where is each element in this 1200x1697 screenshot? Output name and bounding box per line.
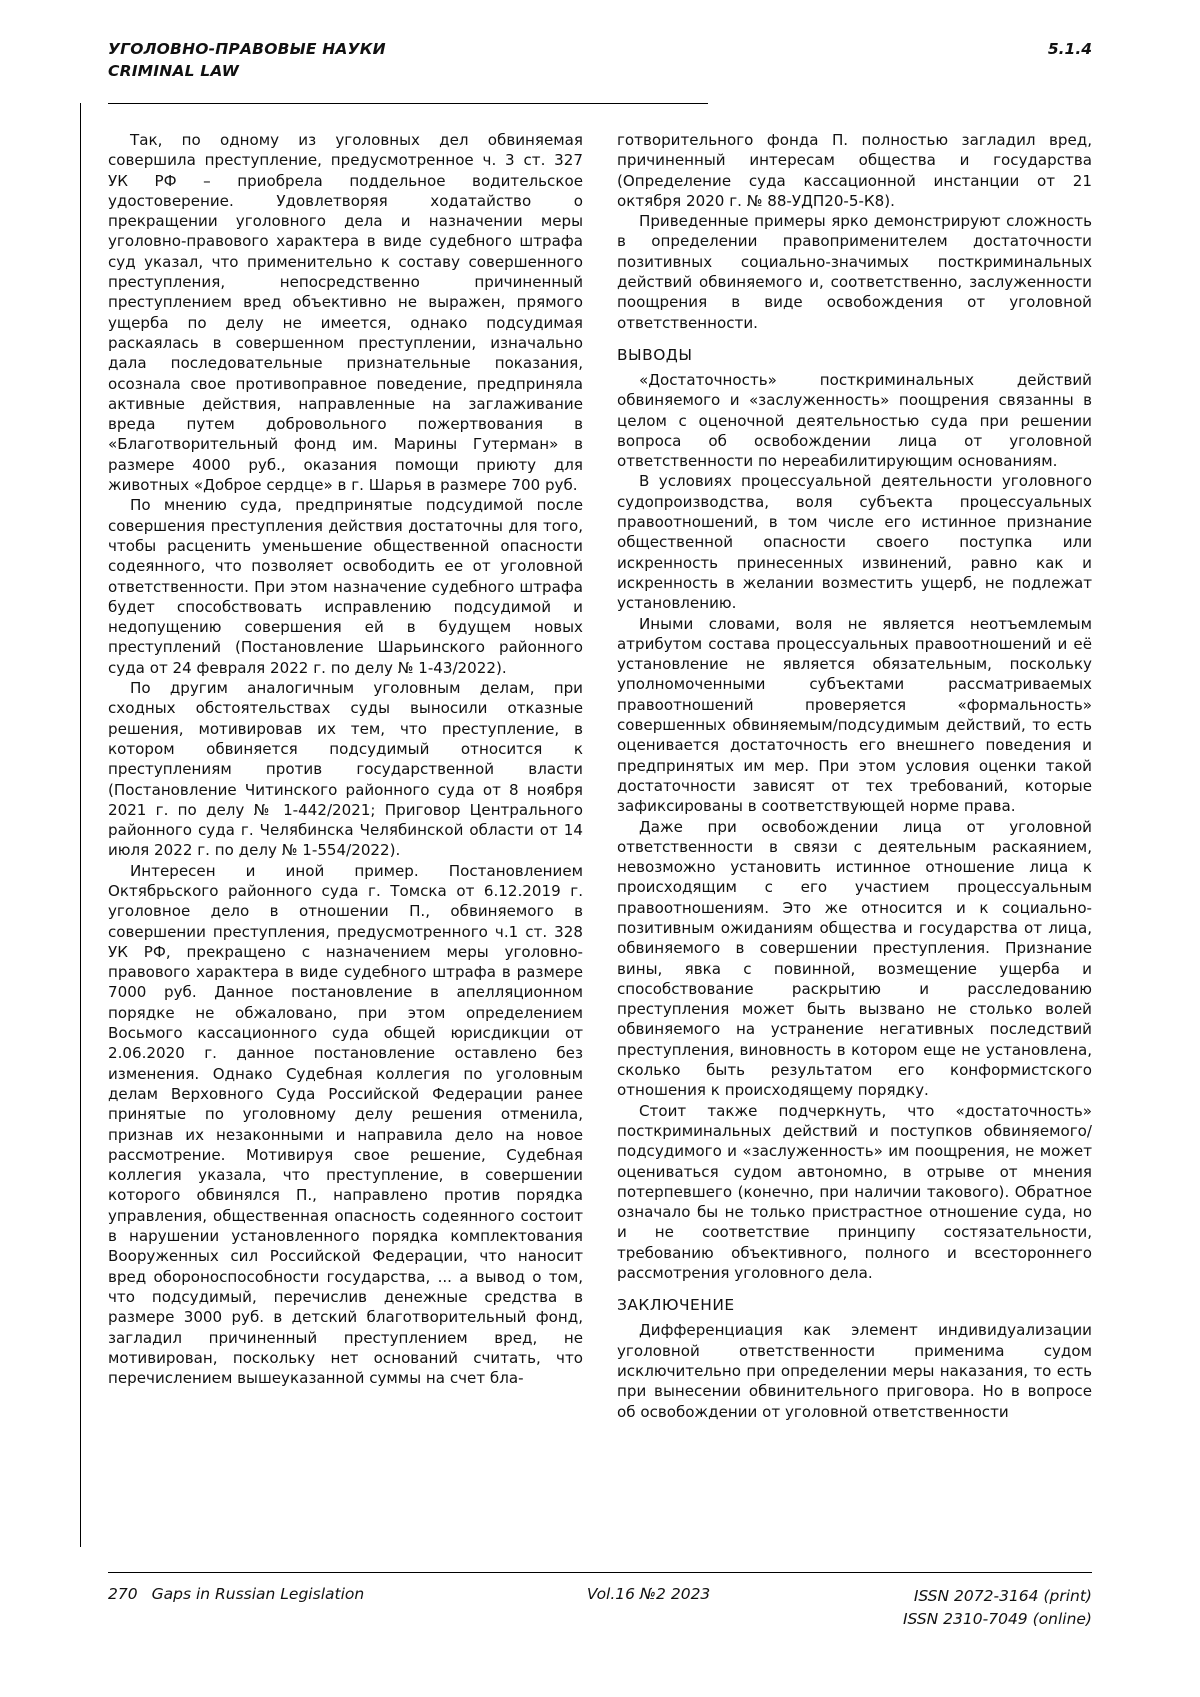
paragraph: В условиях процессуальной деятельности уголовного судопроизводства, воля субъекта процессуальных правоотношений, в том числе его истинное признание общественной опасности своего поступка или искренность принесенных извинений, равно как и искренность в желании возместить ущерб, не подлежат установлению. [617, 472, 1092, 613]
paragraph: Стоит также подчеркнуть, что «достаточность» посткриминальных действий и поступков обвиняемого/подсудимого и «заслуженность» им поощрения, не может оцениваться судом автономно, в отрыве от мнения потерпевшего (конечно, при наличии такового). Обратное означало бы не только пристрастное отношение суда, но и не соответствие принципу состязательности, требованию объективного, полного и всестороннего рассмотрения уголовного дела. [617, 1101, 1092, 1283]
paragraph: По мнению суда, предпринятые подсудимой после совершения преступления действия достаточны для того, чтобы расценить уменьшение общественной опасности содеянного, что позволяет освободить ее от уголовной ответственности. При этом назначение судебного штрафа будет способствовать исправлению подсудимой и недопущению совершения ей в будущем новых преступлений (Постановление Шарьинского районного суда от 24 февраля 2022 г. по делу № 1-43/2022). [108, 496, 583, 677]
header-divider [108, 103, 708, 104]
paragraph: «Достаточность» посткриминальных действий обвиняемого и «заслуженность» поощрения связанны в целом с оценочной деятельностью суда при решении вопроса об освобождении лица от уголовной ответственности по нереабилитирующим основаниям. [617, 370, 1092, 471]
footer-divider [108, 1572, 1092, 1573]
header-specialty-code: 5.1.4 [1047, 40, 1092, 58]
page-header [108, 38, 1092, 83]
left-margin-rule-top [80, 103, 81, 1347]
issn-block [903, 1585, 1092, 1632]
page-number: 270 [108, 1585, 138, 1603]
paragraph: Так, по одному из уголовных дел обвиняемая совершила преступление, предусмотренное ч. 3 ст. 327 УК РФ – приобрела поддельное водительское удостоверение. Удовлетворяя ходатайство о прекращении уголовного дела и назначении меры уголовно-правового характера в виде судебного штрафа суд указал, что применительно к составу совершенного преступления, непосредственно причиненный преступлением вред объективно не выражен, прямого ущерба по делу не имеется, однако подсудимая раскаялась в совершенном преступлении, изначально дала последовательные признательные показания, осознала свое противоправное поведение, предприняла активные действия, направленные на заглаживание вреда путем добровольного пожертвования в «Благотворительный фонд им. Марины Гутерман» в размере 4000 руб., оказания помощи приюту для животных «Доброе сердце» в г. Шарья в размере 700 руб. [108, 131, 583, 495]
paragraph: Дифференциация как элемент индивидуализации уголовной ответственности применима судом исключительно при определении меры наказания, то есть при вынесении обвинительного приговора. Но в вопросе об освобождении от уголовной ответственности [617, 1321, 1092, 1421]
paragraph: Приведенные примеры ярко демонстрируют сложность в определении правоприменителем достаточности позитивных социально-значимых посткриминальных действий обвиняемого и, соответственно, заслуженности поощрения в виде освобождения от уголовной ответственности. [617, 212, 1092, 332]
header-section-title-en: CRIMINAL LAW [108, 62, 240, 81]
left-column [108, 130, 583, 1422]
header-section-title-ru: УГОЛОВНО-ПРАВОВЫЕ НАУКИ [108, 40, 386, 58]
issn-online: ISSN 2310-7049 (online) [902, 1610, 1092, 1629]
right-column [617, 130, 1092, 1422]
header-section-titles [108, 38, 386, 83]
page-footer [108, 1585, 1092, 1632]
paragraph-continuation: готворительного фонда П. полностью загладил вред, причиненный интересам общества и государства (Определение суда кассационной инстанции от 21 октября 2020 г. № 88-УДП20-5-К8). [617, 131, 1092, 210]
journal-title: Gaps in Russian Legislation [151, 1585, 365, 1603]
paragraph: Интересен и иной пример. Постановлением Октябрьского районного суда г. Томска от 6.12.2019 г. уголовное дело в отношении П., обвиняемого в совершении преступления, предусмотренного ч.1 ст. 328 УК РФ, прекращено с назначением меры уголовно-правового характера в виде судебного штрафа в размере 7000 руб. Данное постановление в апелляционном порядке не обжаловано, при этом определением Восьмого кассационного суда общей юрисдикции от 2.06.2020 г. данное постановление оставлено без изменения. Однако Судебная коллегия по уголовным делам Верховного Суда Российской Федерации ранее принятые по уголовному делу решения отменила, признав их незаконными и направила дело на новое рассмотрение. Мотивируя свое решение, Судебная коллегия указала, что преступление, в совершении которого обвинялся П., направлено против порядка управления, общественная опасность содеянного состоит в нарушении установленного порядка комплектования Вооруженных сил Российской Федерации, что наносит вред обороноспособности государства, ... а вывод о том, что подсудимый, перечислив денежные средства в размере 3000 руб. в детский благотворительный фонд, загладил причиненный преступлением вред, не мотивирован, поскольку нет оснований считать, что перечислением вышеуказанной суммы на счет бла- [108, 861, 583, 1388]
volume-issue: Vol.16 №2 2023 [586, 1585, 711, 1603]
section-heading-conclusion: ЗАКЛЮЧЕНИЕ [617, 1296, 735, 1315]
section-heading-findings: ВЫВОДЫ [617, 345, 693, 364]
paragraph: Даже при освобождении лица от уголовной ответственности в связи с деятельным раскаянием, невозможно установить истинное отношение лица к происходящим с его участием процессуальным правоотношениям. Это же относится и к социально-позитивным ожиданиям общества и государства от лица, обвиняемого в совершении преступления. Признание вины, явка с повинной, возмещение ущерба и способствование раскрытию и расследованию преступления может быть вызвано не столько волей обвиняемого на устранение негативных последствий преступления, виновность в котором еще не установлена, сколько быть результатом его конформистского отношения к происходящему порядку. [617, 817, 1092, 1100]
article-body [108, 130, 1092, 1422]
issn-print: ISSN 2072-3164 (print) [913, 1587, 1092, 1605]
paragraph: Иными словами, воля не является неотъемлемым атрибутом состава процессуальных правоотношений и её установление не является обязательным, поскольку уполномоченными субъектами рассматриваемых правоотношений проверяется «формальность» совершенных обвиняемым/подсудимым действий, то есть оценивается достаточность его внешнего поведения и предпринятых им мер. При этом условия оценки такой достаточности зависят от тех требований, которые зафиксированы в соответствующей норме права. [617, 614, 1092, 816]
paragraph: По другим аналогичным уголовным делам, при сходных обстоятельствах суды выносили отказные решения, мотивировав их тем, что преступление, в котором обвиняется подсудимый относится к преступлениям против государственной власти (Постановление Читинского районного суда от 8 ноября 2021 г. по делу № 1-442/2021; Приговор Центрального районного суда г. Челябинска Челябинской области от 14 июля 2022 г. по делу № 1-554/2022). [108, 679, 583, 860]
footer-left-block [108, 1585, 364, 1603]
left-margin-rule-bottom [80, 1347, 81, 1547]
